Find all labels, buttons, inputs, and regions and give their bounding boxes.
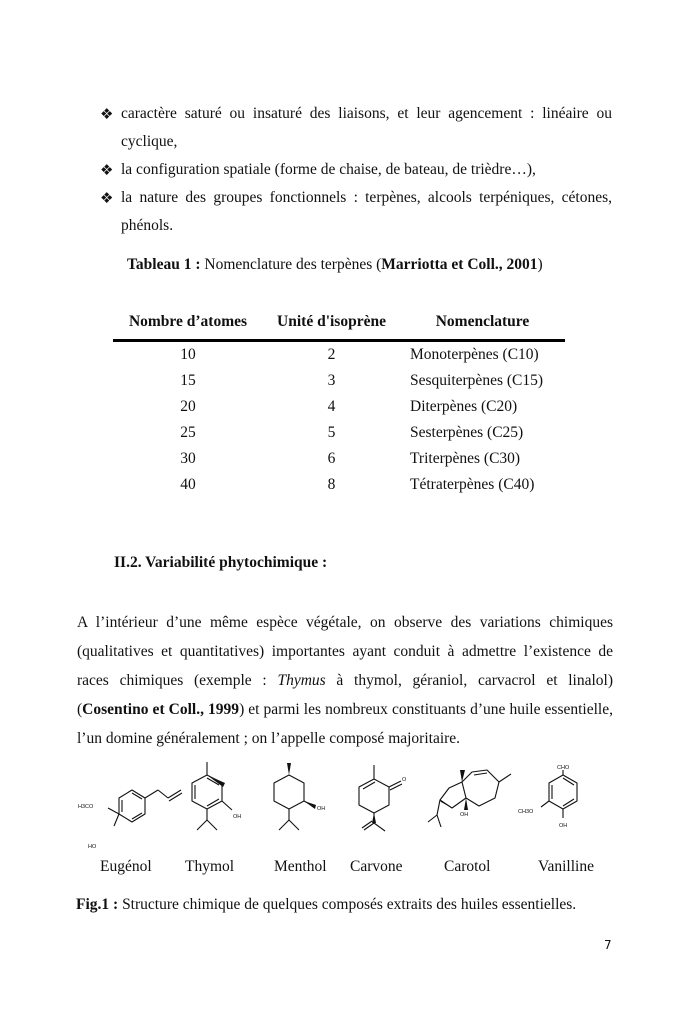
table-cell: 15	[180, 372, 196, 389]
table-caption	[127, 256, 543, 274]
table-cell: Diterpènes (C20)	[410, 398, 518, 415]
eugenol-structure	[108, 790, 182, 826]
table-row	[113, 341, 565, 369]
table-cell: Triterpènes (C30)	[410, 450, 521, 467]
paragraph-text: à thymol, géraniol, carvacrol et linalol) (	[77, 672, 614, 718]
carotol-hydroxy-label: OH	[460, 812, 469, 818]
carvone-wedge	[372, 813, 376, 823]
table-cell: 10	[180, 346, 196, 363]
species-name: Thymus	[277, 672, 326, 689]
bullet-text: la nature des groupes fonctionnels : terpènes, alcools terpéniques, cétones, phénols.	[121, 189, 612, 234]
table-cell: 4	[327, 398, 336, 415]
table-row	[113, 394, 565, 420]
table-row	[113, 368, 565, 394]
table-caption-close: )	[537, 256, 543, 273]
list-item	[100, 100, 612, 156]
compound-label: Thymol	[185, 858, 235, 875]
chemical-structures-figure	[74, 760, 614, 855]
eugenol-hydroxy-label: HO	[88, 844, 97, 850]
compound-label: Menthol	[274, 858, 327, 875]
table-caption-reference: Marriotta et Coll., 2001	[381, 256, 538, 273]
page-number: 7	[604, 938, 612, 952]
carvone-structure	[359, 765, 402, 831]
thymol-wedge	[207, 775, 225, 787]
menthol-oh-wedge	[304, 801, 316, 809]
section-title: II.2. Variabilité phytochimique :	[114, 554, 328, 571]
list-item	[100, 184, 612, 240]
list-item	[100, 156, 612, 184]
carotol-structure	[428, 770, 511, 827]
table-header-row	[113, 311, 565, 341]
vanilline-methoxy-label: CH3O	[518, 809, 534, 815]
figure-caption	[76, 896, 576, 914]
eugenol-methoxy-label: H3CO	[78, 804, 94, 810]
figure-caption-label: Fig.1 :	[76, 896, 119, 913]
body-paragraph	[77, 608, 613, 753]
table-cell: 40	[180, 476, 196, 493]
table-cell: Sesquiterpènes (C15)	[410, 372, 544, 389]
vanilline-aldehyde-label: CHO	[557, 765, 570, 771]
diamond-bullet-icon: ❖	[100, 161, 114, 179]
table-row	[113, 420, 565, 446]
paragraph-text: ) et parmi les nombreux constituants d’une huile essentielle, l’un domine généralement ; on l’appelle composé majoritaire.	[77, 701, 613, 747]
paragraph-reference: Cosentino et Coll., 1999	[82, 701, 240, 718]
vanilline-structure	[541, 770, 577, 818]
table-caption-text: Nomenclature des terpènes (	[200, 256, 382, 273]
table-cell: 2	[327, 346, 336, 363]
table-cell: 5	[327, 424, 336, 441]
table-cell: 30	[180, 450, 196, 467]
diamond-bullet-icon: ❖	[100, 189, 114, 207]
carvone-oxygen-label: O	[402, 777, 407, 783]
table-cell: Sesterpènes (C25)	[410, 424, 524, 441]
compound-label: Carvone	[350, 858, 403, 875]
table-cell: 25	[180, 424, 196, 441]
vanilline-hydroxy-label: OH	[559, 823, 568, 829]
table-caption-label: Tableau 1 :	[127, 256, 201, 273]
bullet-text: la configuration spatiale (forme de chaise, de bateau, de trièdre…),	[121, 161, 536, 178]
figure-caption-text: Structure chimique de quelques composés extraits des huiles essentielles.	[118, 896, 577, 913]
table-cell: Monoterpènes (C10)	[410, 346, 539, 363]
thymol-hydroxy-label: OH	[233, 814, 242, 820]
bullet-text: caractère saturé ou insaturé des liaisons, et leur agencement : linéaire ou cyclique,	[121, 105, 612, 150]
table-cell: 6	[327, 450, 336, 467]
table-cell: 20	[180, 398, 196, 415]
bullet-list	[100, 100, 612, 240]
table-cell: 8	[327, 476, 336, 493]
diamond-bullet-icon: ❖	[100, 105, 114, 123]
compound-label: Carotol	[444, 858, 491, 875]
nomenclature-table	[113, 311, 565, 498]
paragraph-text: A l’intérieur d’une même espèce végétale, on observe des variations chimiques (qualitatives et quantitatives) importantes ayant conduit à admettre l’existence de races chimiques (exemple :	[77, 614, 613, 689]
table-cell: Tétraterpènes (C40)	[410, 476, 535, 493]
menthol-hydroxy-label: OH	[317, 806, 326, 812]
menthol-methyl-wedge	[287, 763, 291, 775]
table-row	[113, 446, 565, 472]
table-cell: 3	[327, 372, 336, 389]
menthol-structure	[274, 775, 315, 830]
compound-label: Eugénol	[100, 858, 152, 875]
compound-label: Vanilline	[538, 858, 594, 875]
column-header: Unité d'isoprène	[263, 311, 400, 341]
compound-labels	[0, 858, 700, 882]
column-header: Nomenclature	[400, 311, 565, 341]
column-header: Nombre d’atomes	[113, 311, 263, 341]
thymol-structure	[192, 762, 232, 830]
carotol-oh-wedge	[464, 798, 468, 810]
table-row	[113, 472, 565, 498]
